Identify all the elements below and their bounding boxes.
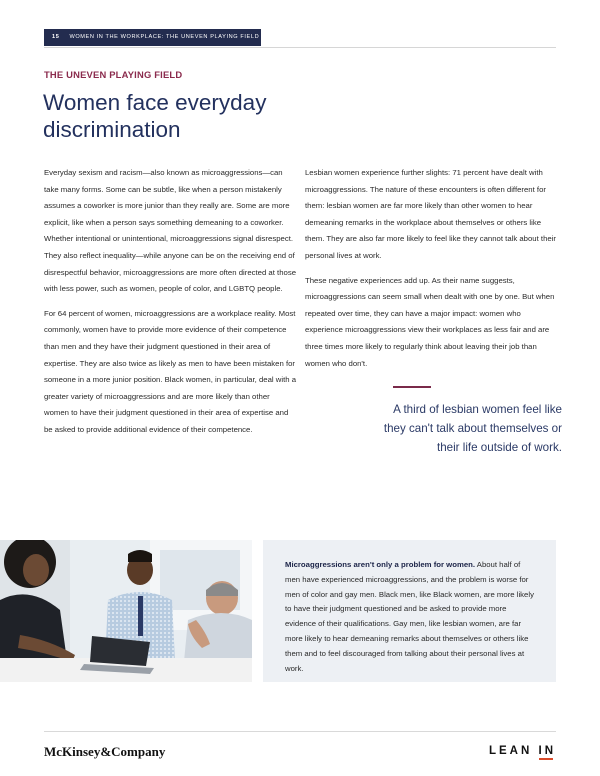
leanin-logo-in — [539, 745, 557, 757]
section-kicker: THE UNEVEN PLAYING FIELD — [44, 69, 183, 80]
leanin-logo-in-text: IN — [538, 745, 556, 757]
callout-text: About half of men have experienced microaggressions, and the problem is worse for men of color and gay men. Black men, like Black women, are more likely to have their judgment questioned and be asked to provide more evidence of their qualifications. Gay men, like lesbian women, are far more likely to hear demeaning remarks about themselves or others like them and to feel discouraged from talking about their personal lives at work. — [285, 560, 534, 673]
office-meeting-photo — [0, 540, 252, 682]
leanin-logo — [489, 745, 556, 757]
body-paragraph: For 64 percent of women, microaggressions are a workplace reality. Most commonly, women have to provide more evidence of their competence than men and they have their judgment questioned in their area of expertise. They are also twice as likely as men to have been mistaken for someone in a more junior position. Black women, in particular, deal with a greater variety of microaggressions and are more likely than other women to have their judgment questioned in their area of expertise and be asked to provide additional evidence of their competence. — [44, 308, 297, 434]
leanin-logo-underline — [539, 758, 554, 760]
running-title: WOMEN IN THE WORKPLACE: THE UNEVEN PLAYING FIELD — [69, 34, 260, 40]
quote-accent-rule — [393, 386, 431, 388]
footer-divider — [44, 731, 556, 732]
page-title: Women face everyday discrimination — [43, 90, 267, 142]
body-paragraph: Lesbian women experience further slights: 71 percent have dealt with microaggressions. The nature of these encounters is often different for them: lesbian women are far more likely than other women to hear demeaning remarks in the workplace about themselves or others like them. They are also far more likely to feel like they cannot talk about their personal lives at work. — [305, 168, 556, 260]
mckinsey-logo: McKinsey&Company — [44, 744, 166, 759]
body-paragraph: These negative experiences add up. As their name suggests, microaggressions can seem small when dealt with one by one. But when repeated over time, they can have a major impact: women who experience microaggressions view their workplaces as less fair and are three times more likely to regularly think about leaving their job than women who don't. — [305, 275, 555, 368]
page-number: 15 — [52, 34, 60, 40]
body-column-right — [305, 165, 557, 380]
callout-lead: Microaggressions aren't only a problem for women. — [285, 560, 476, 569]
header-divider — [44, 47, 556, 48]
photo-illustration — [0, 540, 252, 682]
body-paragraph: Everyday sexism and racism—also known as microaggressions—can take many forms. Some can be subtle, like when a person mistakenly assumes a coworker is more junior than they really are. Some are more explicit, like when a person says something demeaning to a coworker. Whether intentional or unintentional, microaggressions signal disrespect. They also reflect inequality—while anyone can be on the receiving end of disrespectful behavior, microaggressions are more often directed at those with less power, such as women, people of color, and LGBTQ people. — [44, 168, 297, 294]
callout-box — [263, 540, 556, 682]
body-column-left — [44, 165, 296, 447]
pull-quote: A third of lesbian women feel like they can't talk about themselves or their life outside of work. — [383, 403, 562, 454]
running-header — [44, 29, 261, 46]
leanin-logo-lean: LEAN — [488, 745, 533, 757]
